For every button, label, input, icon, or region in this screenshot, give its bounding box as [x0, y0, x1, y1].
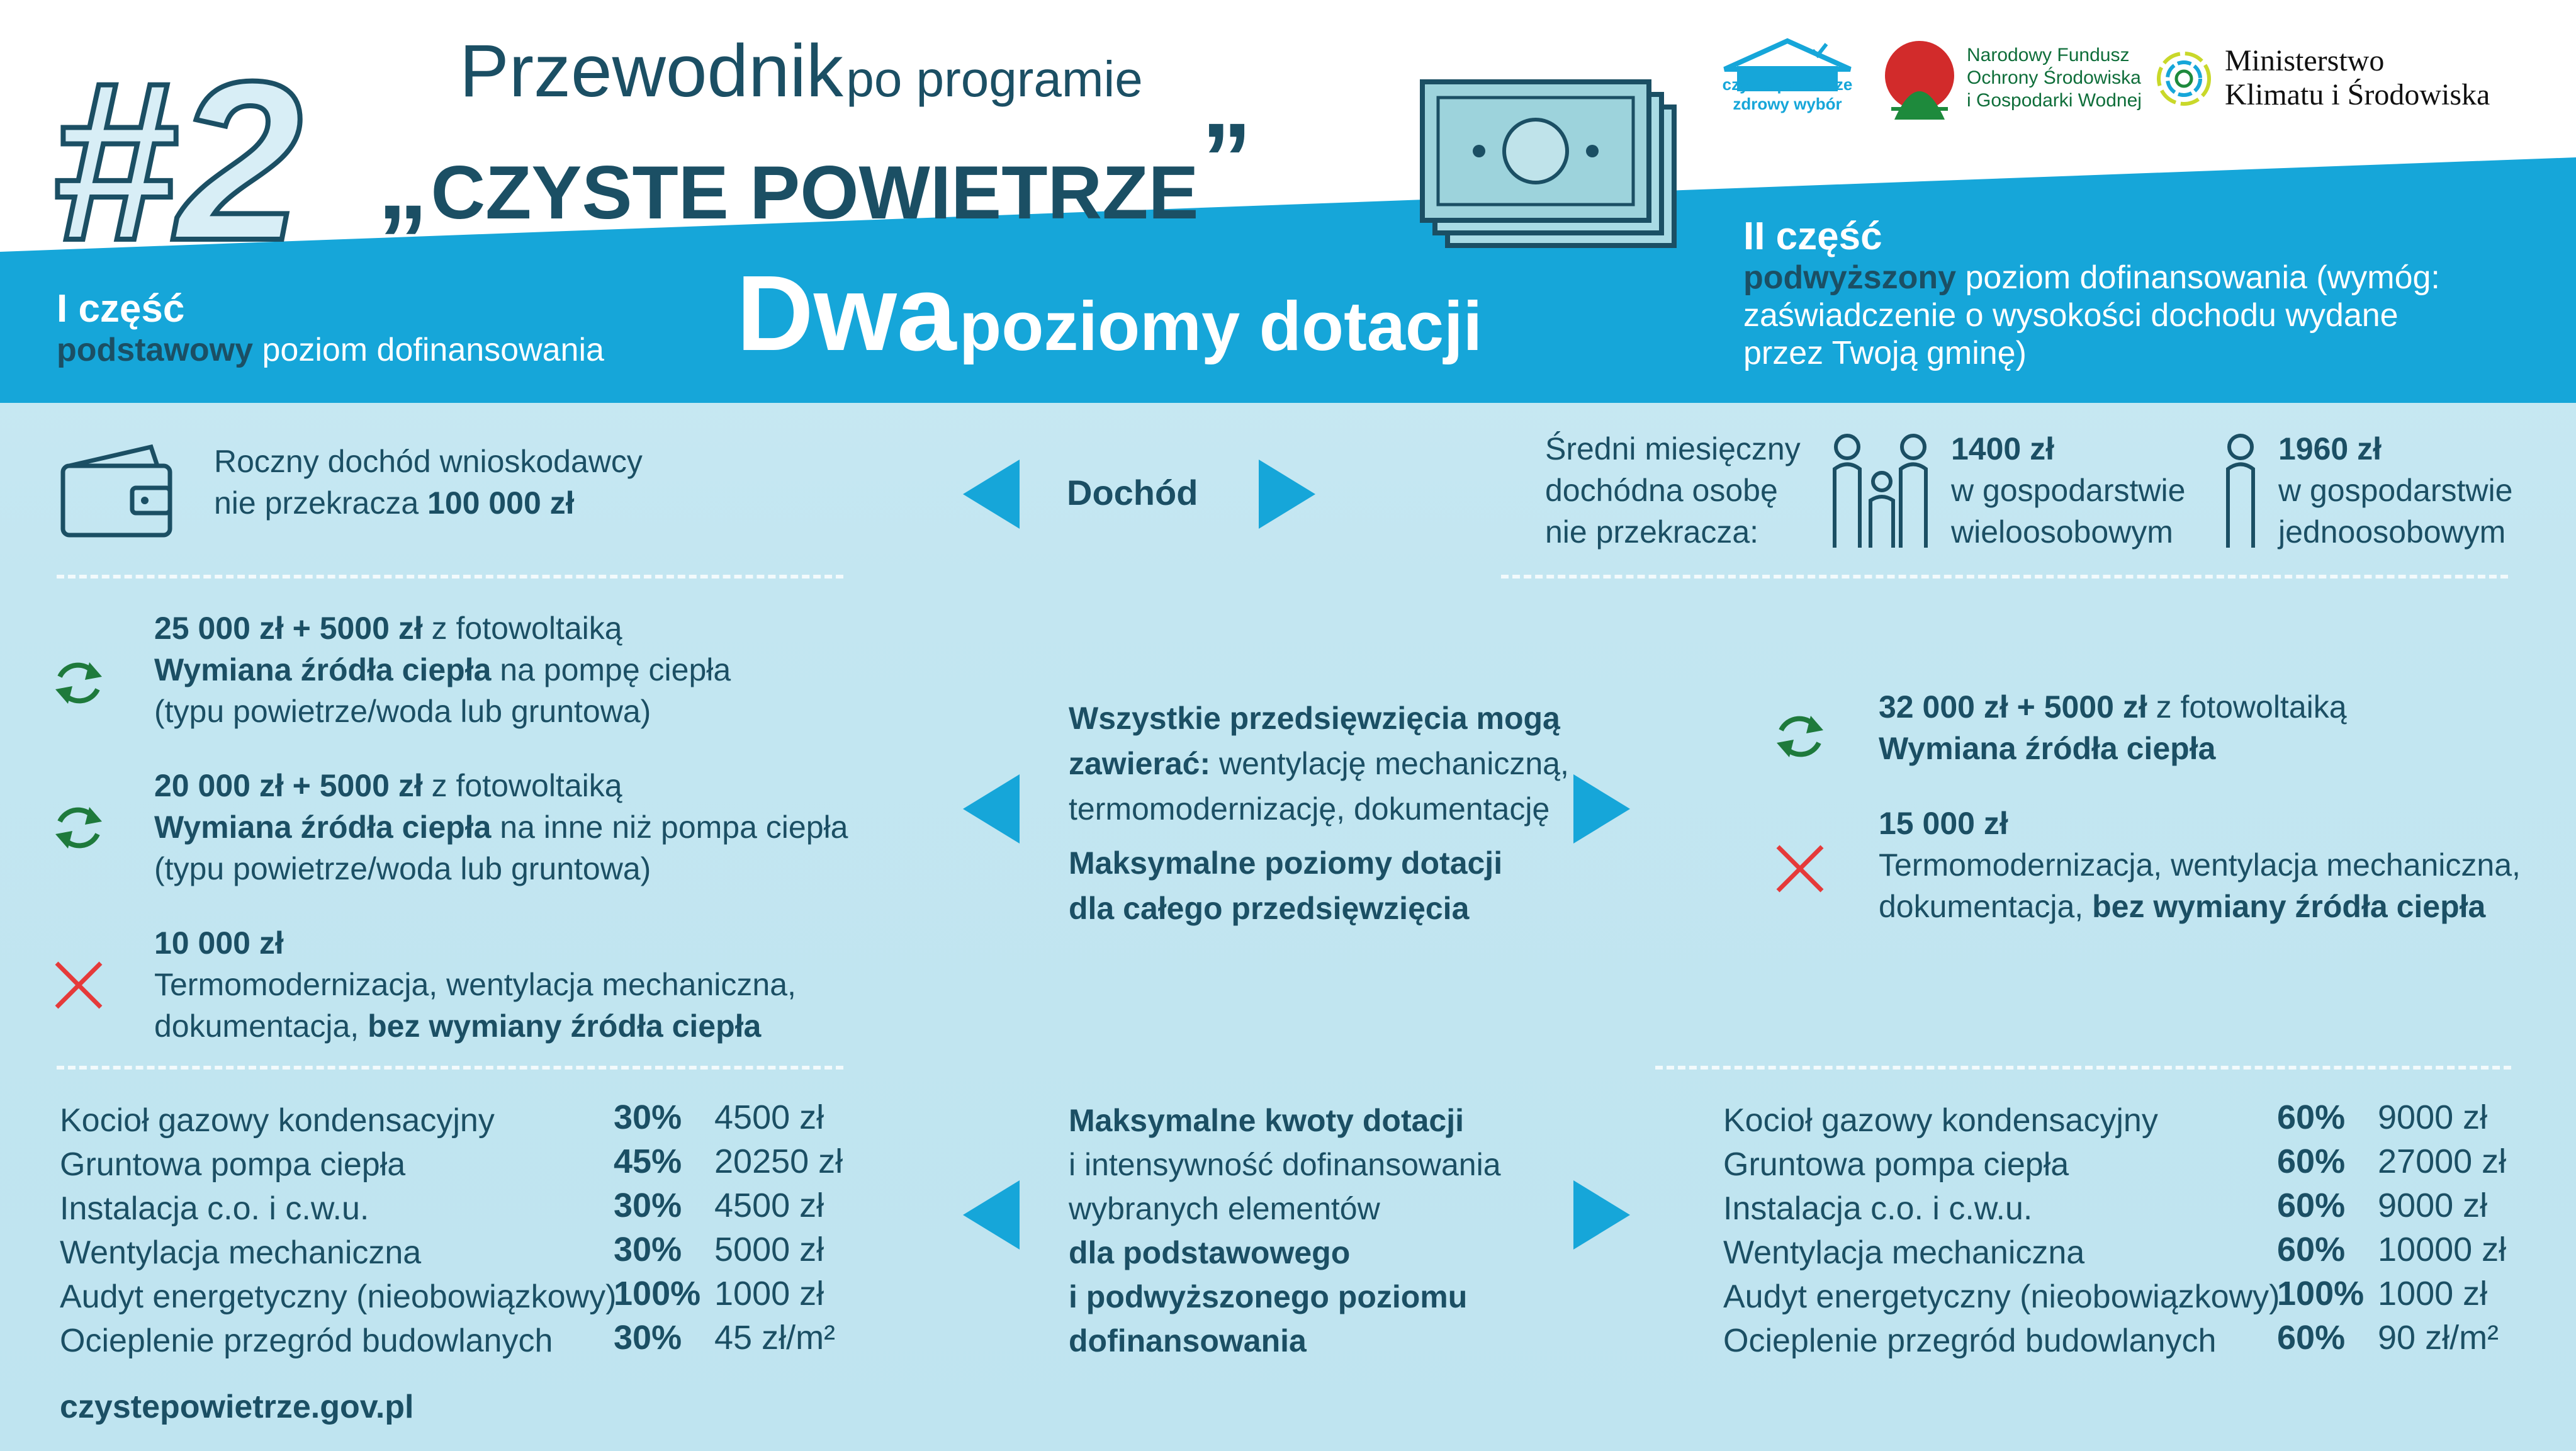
table-amount: 27000 zł	[2378, 1143, 2507, 1180]
part2-sub-rest1: poziom dofinansowania (wymóg:	[1956, 259, 2440, 296]
income-single-line2: jednoosobowym	[2278, 514, 2506, 550]
grant-left-2	[154, 765, 848, 889]
table-row: Instalacja c.o. i c.w.u.	[60, 1190, 369, 1227]
grant-left-1-rest: na pompę ciepła	[491, 652, 731, 687]
table-amount: 10000 zł	[2378, 1231, 2507, 1268]
part2-sub-bold: podwyższony	[1743, 259, 1957, 296]
income-center-label: Dochód	[1067, 473, 1198, 512]
part1-sub	[57, 331, 604, 369]
part1-heading-block	[57, 286, 604, 369]
quote-open: „	[378, 127, 428, 240]
grants-center-line5: dla całego przedsięwzięcia	[1069, 891, 1470, 926]
table-center-line4: dla podstawowego	[1069, 1235, 1351, 1270]
grant-right-1	[1879, 686, 2347, 769]
table-amount: 4500 zł	[714, 1187, 824, 1224]
table-row: Wentylacja mechaniczna	[1723, 1234, 2085, 1271]
grants-center-line1: Wszystkie przedsięwzięcia mogą	[1069, 701, 1560, 736]
grants-center-line4: Maksymalne poziomy dotacji	[1069, 845, 1503, 881]
logo-mkis-line1: Ministerstwo	[2225, 44, 2385, 77]
logo-ministerstwo	[2152, 44, 2543, 126]
title-czyste-powietrze: CZYSTE POWIETRZE	[430, 150, 1199, 235]
grant-left-3-amount: 10 000 zł	[154, 925, 284, 961]
hash-number	[44, 25, 397, 264]
grants-center-line3: termomodernizację, dokumentację	[1069, 791, 1550, 827]
title-przewodnik: Przewodnik	[459, 30, 843, 113]
part2-heading-block	[1743, 214, 2440, 372]
grant-left-1	[154, 607, 731, 732]
grants-center	[1069, 696, 1569, 931]
grant-right-2-amount: 15 000 zł	[1879, 806, 2008, 841]
table-center-line5: i podwyższonego poziomu	[1069, 1279, 1468, 1314]
logo-czyste-powietrze	[1718, 38, 1857, 126]
table-row: Ocieplenie przegród budowlanych	[60, 1323, 553, 1359]
person-icon	[2219, 431, 2263, 554]
title-po-programie: po programie	[846, 51, 1143, 107]
income-right-intro2: dochódna osobę	[1545, 473, 1778, 508]
grants-center-line2-bold: zawierać:	[1069, 746, 1211, 781]
main-title	[736, 252, 1482, 375]
table-center	[1069, 1098, 1501, 1363]
svg-text:#2: #2	[50, 35, 303, 264]
table-pct: 60%	[2277, 1187, 2346, 1224]
income-left	[214, 441, 643, 524]
logo-cp-line2: zdrowy wybór	[1733, 94, 1842, 113]
income-right-intro3: nie przekracza:	[1545, 514, 1759, 550]
refresh-icon	[50, 648, 107, 721]
grant-right-2	[1879, 803, 2521, 927]
table-row: Instalacja c.o. i c.w.u.	[1723, 1190, 2033, 1227]
grant-left-3-line3b: bez wymiany źródła ciepła	[368, 1008, 762, 1044]
arrow-left-icon	[963, 774, 1020, 844]
income-multi-line1: w gospodarstwie	[1951, 473, 2186, 508]
table-row: Wentylacja mechaniczna	[60, 1234, 422, 1271]
grant-left-1-line3: (typu powietrze/woda lub gruntowa)	[154, 694, 651, 729]
table-pct: 60%	[2277, 1098, 2346, 1136]
table-amount: 45 zł/m²	[714, 1319, 836, 1357]
logo-nfosigw	[1882, 38, 2146, 126]
grant-right-2-line3b: bez wymiany źródła ciepła	[2092, 889, 2486, 924]
grant-left-2-rest: na inne niż pompa ciepła	[491, 810, 848, 845]
table-pct: 30%	[614, 1319, 682, 1357]
table-row: Audyt energetyczny (nieobowiązkowy)	[60, 1279, 617, 1315]
cross-icon	[1775, 844, 1825, 897]
arrow-right-icon	[1573, 774, 1630, 844]
income-left-line2b: 100 000 zł	[427, 485, 575, 521]
grant-right-1-bold: Wymiana źródła ciepła	[1879, 731, 2216, 766]
family-icon	[1825, 431, 1938, 554]
grant-left-1-amount: 25 000 zł + 5000 zł	[154, 611, 423, 646]
income-right-intro	[1545, 428, 1801, 553]
table-pct: 45%	[614, 1143, 682, 1180]
arrow-left-icon	[963, 1180, 1020, 1250]
part1-heading: I część	[57, 287, 185, 330]
banknote-icon	[1410, 69, 1699, 264]
part2-sub-rest2: zaświadczenie o wysokości dochodu wydane	[1743, 297, 2399, 334]
grant-left-2-bold: Wymiana źródła ciepła	[154, 810, 492, 845]
grants-center-line2-rest: wentylację mechaniczną,	[1210, 746, 1569, 781]
table-pct: 100%	[614, 1275, 701, 1313]
table-amount: 9000 zł	[2378, 1187, 2488, 1224]
table-amount: 1000 zł	[714, 1275, 824, 1313]
table-pct: 100%	[2277, 1275, 2365, 1313]
table-center-line1: Maksymalne kwoty dotacji	[1069, 1103, 1465, 1138]
grant-right-2-line3a: dokumentacja,	[1879, 889, 2093, 924]
main-title-rest: poziomy dotacji	[959, 288, 1483, 365]
table-pct: 60%	[2277, 1231, 2346, 1268]
logo-nfos-line2: Ochrony Środowiska	[1967, 67, 2141, 88]
table-center-line6: dofinansowania	[1069, 1323, 1307, 1358]
table-amount: 20250 zł	[714, 1143, 843, 1180]
arrow-left-icon	[963, 460, 1020, 529]
table-pct: 60%	[2277, 1319, 2346, 1357]
grant-right-1-suffix: z fotowoltaiką	[2147, 689, 2347, 725]
income-left-line1: Roczny dochód wnioskodawcy	[214, 444, 643, 479]
grant-right-2-line2: Termomodernizacja, wentylacja mechaniczna,	[1879, 847, 2521, 883]
grant-left-1-bold: Wymiana źródła ciepła	[154, 652, 492, 687]
table-row: Gruntowa pompa ciepła	[60, 1146, 406, 1183]
grant-left-1-suffix: z fotowoltaiką	[422, 611, 622, 646]
grant-right-1-amount: 32 000 zł + 5000 zł	[1879, 689, 2147, 725]
part1-sub-rest: poziom dofinansowania	[253, 332, 604, 368]
grant-left-2-suffix: z fotowoltaiką	[422, 768, 622, 803]
separator	[57, 1066, 843, 1070]
income-multi-amount: 1400 zł	[1951, 431, 2055, 466]
table-pct: 30%	[614, 1098, 682, 1136]
footer-url[interactable]: czystepowietrze.gov.pl	[60, 1389, 414, 1425]
quote-close: ”	[1201, 102, 1252, 215]
main-title-dwa: Dwa	[736, 254, 957, 373]
table-amount: 1000 zł	[2378, 1275, 2488, 1313]
part1-sub-bold: podstawowy	[57, 332, 254, 368]
table-amount: 5000 zł	[714, 1231, 824, 1268]
separator	[57, 575, 843, 579]
table-pct: 60%	[2277, 1143, 2346, 1180]
logo-nfos-line3: i Gospodarki Wodnej	[1967, 90, 2142, 111]
cross-icon	[53, 960, 104, 1013]
income-single-line1: w gospodarstwie	[2278, 473, 2513, 508]
income-multi	[1951, 428, 2185, 553]
part2-sub-rest3: przez Twoją gminę)	[1743, 335, 2027, 371]
table-row: Ocieplenie przegród budowlanych	[1723, 1323, 2217, 1359]
separator	[1655, 1066, 2511, 1070]
grant-left-2-amount: 20 000 zł + 5000 zł	[154, 768, 423, 803]
income-single	[2278, 428, 2512, 553]
part2-sub	[1743, 259, 2440, 372]
table-pct: 30%	[614, 1187, 682, 1224]
income-single-amount: 1960 zł	[2278, 431, 2382, 466]
title-line2	[378, 101, 1252, 242]
arrow-right-icon	[1259, 460, 1315, 529]
wallet-icon	[57, 441, 176, 545]
separator	[1501, 575, 2508, 579]
table-row: Kocioł gazowy kondensacyjny	[1723, 1102, 2158, 1139]
table-amount: 4500 zł	[714, 1098, 824, 1136]
table-center-line2: i intensywność dofinansowania	[1069, 1147, 1501, 1182]
logo-cp-line1: czyste powietrze	[1722, 75, 1853, 94]
income-left-line2a: nie przekracza	[214, 485, 428, 521]
refresh-icon	[1772, 702, 1828, 774]
table-pct: 30%	[614, 1231, 682, 1268]
grant-left-3-line3a: dokumentacja,	[154, 1008, 368, 1044]
income-multi-line2: wieloosobowym	[1951, 514, 2173, 550]
table-amount: 90 zł/m²	[2378, 1319, 2499, 1357]
part2-heading: II część	[1743, 215, 1882, 258]
logo-mkis-line2: Klimatu i Środowiska	[2225, 78, 2490, 111]
table-amount: 9000 zł	[2378, 1098, 2488, 1136]
grant-left-3	[154, 922, 796, 1047]
table-row: Gruntowa pompa ciepła	[1723, 1146, 2069, 1183]
arrow-right-icon	[1573, 1180, 1630, 1250]
table-center-line3: wybranych elementów	[1069, 1191, 1380, 1226]
grant-left-2-line3: (typu powietrze/woda lub gruntowa)	[154, 851, 651, 886]
income-right-intro1: Średni miesięczny	[1545, 431, 1801, 466]
table-row: Kocioł gazowy kondensacyjny	[60, 1102, 495, 1139]
logo-nfos-line1: Narodowy Fundusz	[1967, 45, 2130, 65]
grant-left-3-line2: Termomodernizacja, wentylacja mechaniczna,	[154, 967, 796, 1002]
refresh-icon	[50, 793, 107, 866]
table-row: Audyt energetyczny (nieobowiązkowy)	[1723, 1279, 2280, 1315]
